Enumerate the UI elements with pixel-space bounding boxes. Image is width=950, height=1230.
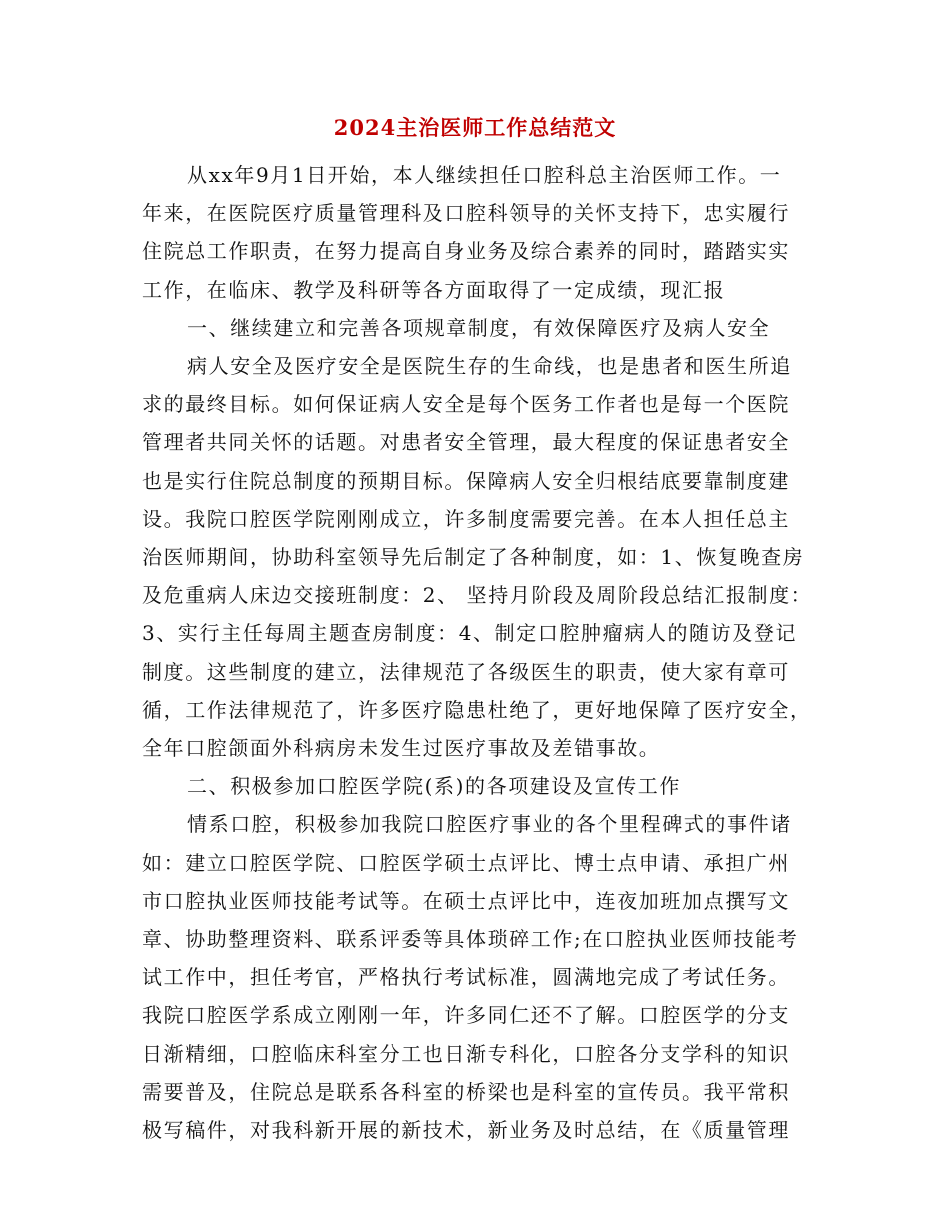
document-title: 2024主治医师工作总结范文	[333, 115, 617, 140]
text-line	[0, 578, 950, 612]
text-line	[0, 846, 950, 880]
text-line	[0, 807, 950, 841]
text-line	[0, 960, 950, 994]
text-line-content: 治医师期间，协助科室领导先后制定了各种制度，如：1、恢复晚查房	[142, 545, 805, 569]
text-line-content: 一、继续建立和完善各项规章制度，有效保障医疗及病人安全	[187, 316, 771, 340]
text-line	[0, 731, 950, 765]
text-line-content: 情系口腔，积极参加我院口腔医疗事业的各个里程碑式的事件诸	[187, 812, 792, 836]
text-line-content: 工作，在临床、教学及科研等各方面取得了一定成绩，现汇报	[142, 278, 726, 302]
text-line	[0, 655, 950, 689]
text-line	[0, 884, 950, 918]
text-line	[0, 425, 950, 459]
text-line-content: 年来，在医院医疗质量管理科及口腔科领导的关怀支持下，忠实履行	[142, 201, 790, 225]
text-line-content: 章、协助整理资料、联系评委等具体琐碎工作;在口腔执业医师技能考	[142, 927, 799, 951]
text-line	[0, 196, 950, 230]
text-line	[0, 1113, 950, 1147]
text-line-content: 全年口腔颌面外科病房未发生过医疗事故及差错事故。	[142, 736, 661, 760]
text-line-content: 设。我院口腔医学院刚刚成立，许多制度需要完善。在本人担任总主	[142, 507, 790, 531]
text-line-content: 管理者共同关怀的话题。对患者安全管理，最大程度的保证患者安全	[142, 430, 790, 454]
text-line-content: 试工作中，担任考官，严格执行考试标准，圆满地完成了考试任务。	[142, 965, 790, 989]
text-line-content: 如：建立口腔医学院、口腔医学硕士点评比、博士点申请、承担广州	[142, 851, 790, 875]
text-line	[0, 616, 950, 650]
text-line	[0, 693, 950, 727]
text-line	[0, 998, 950, 1032]
text-line-content: 也是实行住院总制度的预期目标。保障病人安全归根结底要靠制度建	[142, 469, 790, 493]
text-line	[0, 540, 950, 574]
text-line-content: 从xx年9月1日开始，本人继续担任口腔科总主治医师工作。一	[187, 163, 782, 187]
text-line	[0, 234, 950, 268]
text-line-content: 求的最终目标。如何保证病人安全是每个医务工作者也是每一个医院	[142, 392, 790, 416]
text-line	[0, 387, 950, 421]
text-line-content: 住院总工作职责，在努力提高自身业务及综合素养的同时，踏踏实实	[142, 239, 790, 263]
text-line	[0, 464, 950, 498]
text-line	[0, 1075, 950, 1109]
text-line	[0, 273, 950, 307]
text-line-content: 市口腔执业医师技能考试等。在硕士点评比中，连夜加班加点撰写文	[142, 889, 790, 913]
text-line-content: 极写稿件，对我科新开展的新技术，新业务及时总结，在《质量管理	[142, 1118, 790, 1142]
text-line	[0, 922, 950, 956]
text-line-content: 我院口腔医学系成立刚刚一年，许多同仁还不了解。口腔医学的分支	[142, 1003, 790, 1027]
text-line	[0, 502, 950, 536]
text-line	[0, 311, 950, 345]
text-line-content: 及危重病人床边交接班制度：2、 坚持月阶段及周阶段总结汇报制度：	[142, 583, 813, 607]
text-line-content: 需要普及，住院总是联系各科室的桥梁也是科室的宣传员。我平常积	[142, 1080, 790, 1104]
text-line-content: 3、实行主任每周主题查房制度：4、制定口腔肿瘤病人的随访及登记	[142, 621, 798, 645]
text-line	[0, 1037, 950, 1071]
text-line	[0, 158, 950, 192]
text-line-content: 二、积极参加口腔医学院(系)的各项建设及宣传工作	[187, 774, 682, 798]
text-line	[0, 349, 950, 383]
text-line-content: 病人安全及医疗安全是医院生存的生命线，也是患者和医生所追	[187, 354, 792, 378]
text-line-content: 日渐精细，口腔临床科室分工也日渐专科化，口腔各分支学科的知识	[142, 1042, 790, 1066]
text-line-content: 循，工作法律规范了，许多医疗隐患杜绝了，更好地保障了医疗安全，	[142, 698, 812, 722]
text-line	[0, 769, 950, 803]
text-line-content: 制度。这些制度的建立，法律规范了各级医生的职责，使大家有章可	[142, 660, 790, 684]
